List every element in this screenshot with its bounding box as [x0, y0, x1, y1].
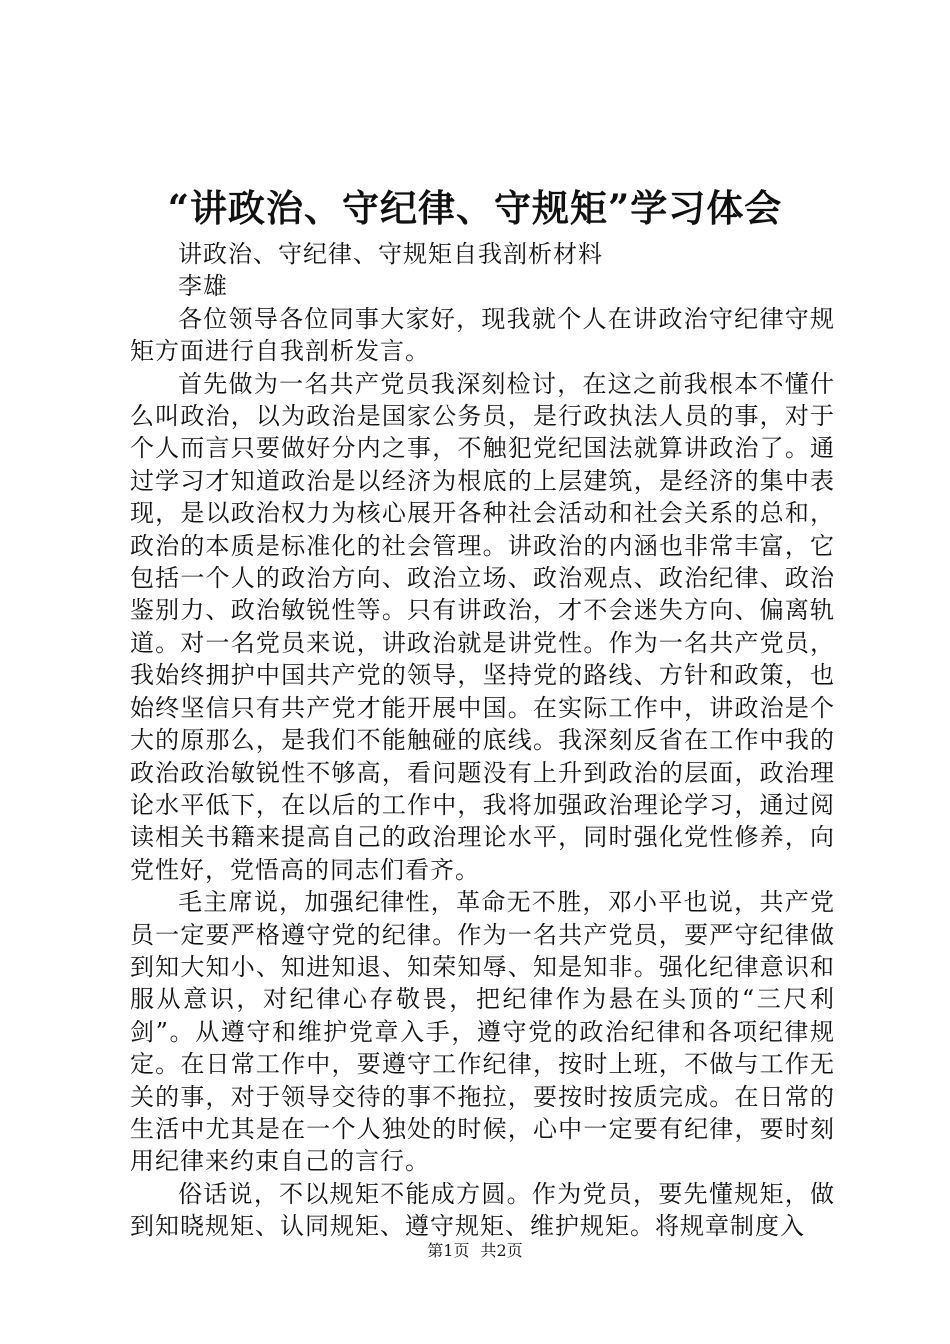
page-number: 第1页: [427, 1241, 470, 1260]
body-paragraph: 各位领导各位同事大家好，现我就个人在讲政治守纪律守规矩方面进行自我剖析发言。: [130, 304, 835, 366]
body-paragraph: 毛主席说，加强纪律性，革命无不胜，邓小平也说，共产党员一定要严格遵守党的纪律。作为一名共产党员，要严守纪律做到知大知小、知进知退、知荣知辱、知是知非。强化纪律意识和服从意识，对纪律心存敬畏，把纪律作为悬在头顶的“三尺利剑”。从遵守和维护党章入手，遵守党的政治纪律和各项纪律规定。在日常工作中，要遵守工作纪律，按时上班，不做与工作无关的事，对于领导交待的事不拖拉，要按时按质完成。在日常的生活中尤其是在一个人独处的时候，心中一定要有纪律，要时刻用纪律来约束自己的言行。: [130, 888, 835, 1176]
document-body: [130, 238, 835, 1243]
body-paragraph: 俗话说，不以规矩不能成方圆。作为党员，要先懂规矩，做到知晓规矩、认同规矩、遵守规矩、维护规矩。将规章制度入: [130, 1179, 835, 1241]
body-paragraph: 首先做为一名共产党员我深刻检讨，在这之前我根本不懂什么叫政治，以为政治是国家公务员，是行政执法人员的事，对于个人而言只要做好分内之事，不触犯党纪国法就算讲政治了。通过学习才知道政治是以经济为根底的上层建筑，是经济的集中表现，是以政治权力为核心展开各种社会活动和社会关系的总和，政治的本质是标准化的社会管理。讲政治的内涵也非常丰富，它包括一个人的政治方向、政治立场、政治观点、政治纪律、政治鉴别力、政治敏锐性等。只有讲政治，才不会迷失方向、偏离轨道。对一名党员来说，讲政治就是讲党性。作为一名共产党员，我始终拥护中国共产党的领导，坚持党的路线、方针和政策，也始终坚信只有共产党才能开展中国。在实际工作中，讲政治是个大的原那么，是我们不能触碰的底线。我深刻反省在工作中我的政治政治敏锐性不够高，看问题没有上升到政治的层面，政治理论水平低下，在以后的工作中，我将加强政治理论学习，通过阅读相关书籍来提高自己的政治理论水平，同时强化党性修养，向党性好，党悟高的同志们看齐。: [130, 369, 835, 884]
page-total: 共2页: [480, 1241, 523, 1260]
author-line: 李雄: [178, 272, 228, 301]
page-footer: [0, 1240, 950, 1262]
subtitle-line: 讲政治、守纪律、守规矩自我剖析材料: [178, 240, 603, 268]
document-title: “讲政治、守纪律、守规矩”学习体会: [167, 186, 783, 230]
